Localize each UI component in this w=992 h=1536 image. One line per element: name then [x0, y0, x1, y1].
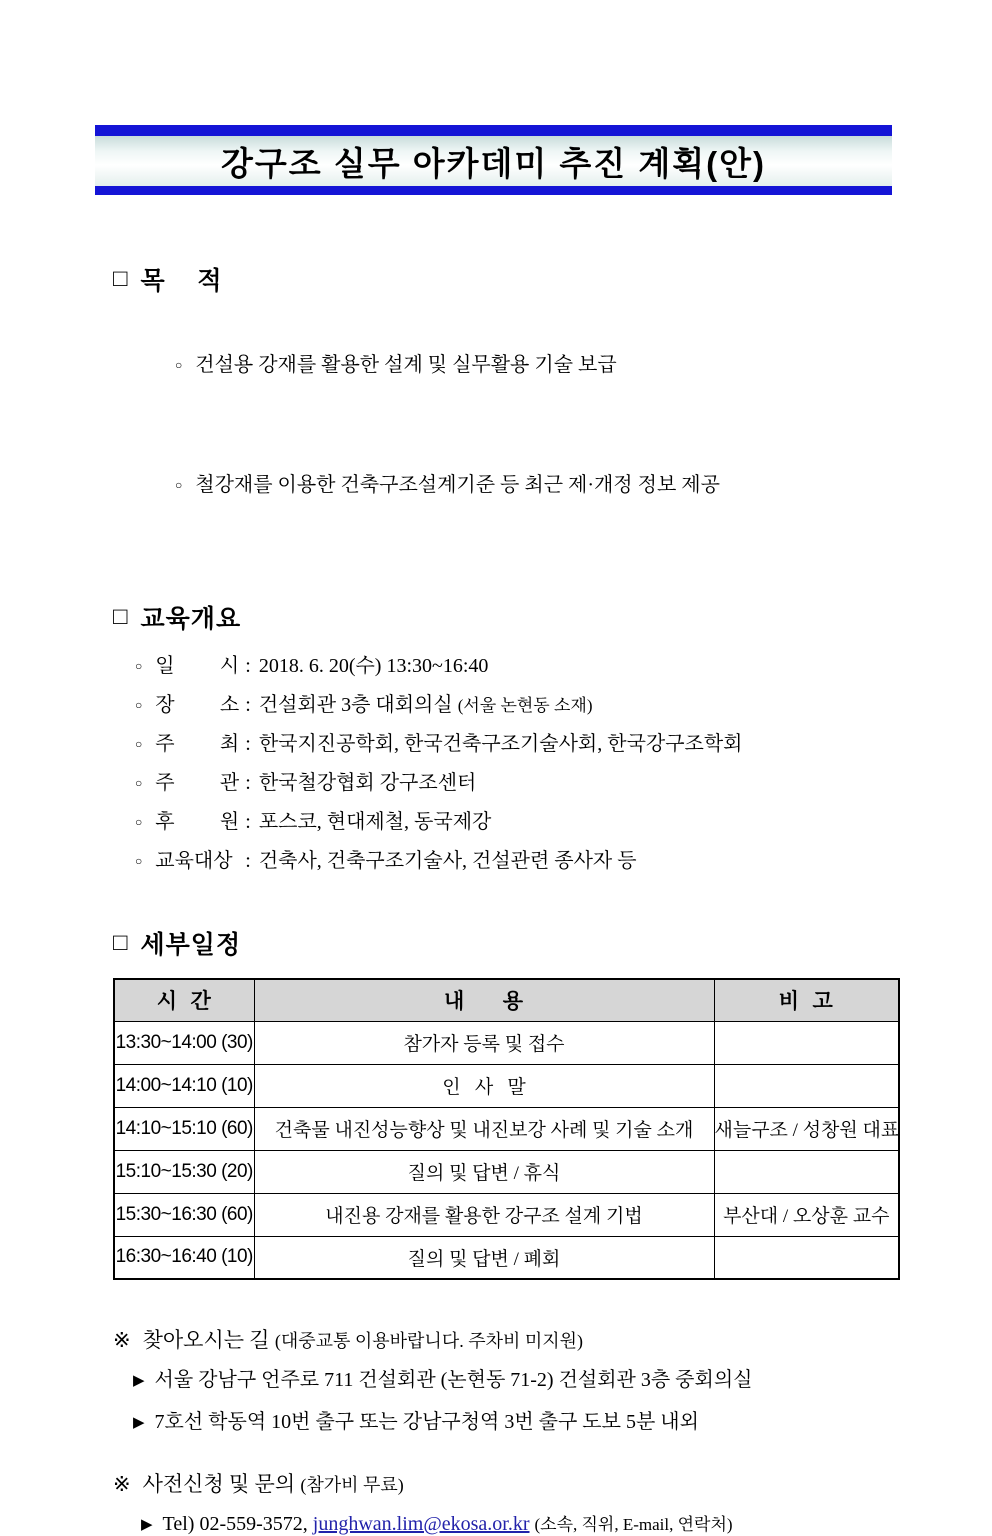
directions-title: 찾아오시는 길 — [142, 1328, 270, 1352]
directions-paren: (대중교통 이용바랍니다. 주차비 미지원) — [274, 1331, 584, 1351]
cell-time: 14:00~14:10 (10) — [114, 1064, 254, 1107]
cell-remark — [714, 1236, 899, 1279]
circle-bullet-icon: ○ — [135, 698, 143, 712]
col-header-content: 내 용 — [254, 979, 714, 1021]
overview-item-date — [135, 647, 900, 686]
schedule-row — [114, 1064, 899, 1107]
cell-remark: 부산대 / 오상훈 교수 — [714, 1193, 899, 1236]
overview-label: 교육대상 — [155, 850, 233, 872]
overview-item-place — [135, 686, 900, 725]
colon: : — [245, 733, 251, 755]
schedule-heading — [113, 925, 900, 961]
cell-content: 건축물 내진성능향상 및 내진보강 사례 및 기술 소개 — [254, 1107, 714, 1150]
banner-top-bar — [95, 125, 892, 136]
cell-remark — [714, 1064, 899, 1107]
overview-value: 2018. 6. 20(수) 13:30~16:40 — [258, 655, 489, 677]
purpose-item — [135, 425, 900, 545]
schedule-table — [113, 978, 900, 1280]
section-schedule — [113, 925, 900, 1280]
circle-bullet-icon: ○ — [135, 854, 143, 868]
colon: : — [245, 655, 251, 677]
email-link[interactable]: junghwan.lim@ekosa.or.kr — [312, 1513, 530, 1535]
triangle-bullet-icon: ▶ — [133, 1373, 145, 1389]
cell-time: 16:30~16:40 (10) — [114, 1236, 254, 1279]
triangle-bullet-icon: ▶ — [141, 1517, 153, 1533]
purpose-item-text: 건설용 강재를 활용한 설계 및 실무활용 기술 보급 — [195, 354, 617, 376]
cell-time: 15:30~16:30 (60) — [114, 1193, 254, 1236]
overview-label: 주 관 — [155, 772, 240, 794]
cell-remark — [714, 1021, 899, 1064]
apply-heading — [113, 1468, 900, 1498]
circle-bullet-icon: ○ — [135, 659, 143, 673]
cell-remark — [714, 1150, 899, 1193]
reference-mark-icon: ※ — [113, 1472, 131, 1496]
banner-body — [95, 136, 892, 186]
banner-bottom-bar — [95, 186, 892, 195]
purpose-heading — [113, 261, 900, 297]
tel-number: Tel) 02-559-3572, — [162, 1513, 308, 1535]
note-directions — [95, 1324, 900, 1444]
directions-heading — [113, 1324, 900, 1354]
overview-label: 장 소 — [155, 694, 240, 716]
cell-time: 14:10~15:10 (60) — [114, 1107, 254, 1150]
col-header-time: 시 간 — [114, 979, 254, 1021]
square-marker-icon: □ — [113, 603, 128, 630]
circle-bullet-icon: ○ — [135, 737, 143, 751]
overview-item-host — [135, 725, 900, 764]
overview-note: (서울 논현동 소재) — [457, 696, 593, 715]
schedule-row — [114, 1150, 899, 1193]
overview-heading — [113, 599, 900, 635]
cell-content: 참가자 등록 및 접수 — [254, 1021, 714, 1064]
circle-bullet-icon: ○ — [135, 776, 143, 790]
directions-item — [133, 1360, 900, 1402]
overview-value: 포스코, 현대제철, 동국제강 — [258, 811, 492, 833]
contact-line — [141, 1510, 900, 1536]
title-banner — [95, 125, 892, 195]
cell-time: 15:10~15:30 (20) — [114, 1150, 254, 1193]
cell-remark: 새늘구조 / 성창원 대표 — [714, 1107, 899, 1150]
cell-content: 질의 및 답변 / 폐회 — [254, 1236, 714, 1279]
contact-suffix: (소속, 직위, E-mail, 연락처) — [534, 1515, 733, 1534]
square-marker-icon: □ — [113, 265, 128, 292]
overview-item-organizer — [135, 764, 900, 803]
overview-label: 주 최 — [155, 733, 240, 755]
square-marker-icon: □ — [113, 929, 128, 956]
apply-paren: (참가비 무료) — [300, 1475, 404, 1495]
cell-content: 내진용 강재를 활용한 강구조 설계 기법 — [254, 1193, 714, 1236]
colon: : — [245, 811, 251, 833]
cell-content: 질의 및 답변 / 휴식 — [254, 1150, 714, 1193]
overview-value: 건설회관 3층 대회의실 — [258, 694, 453, 716]
colon: : — [245, 694, 251, 716]
circle-bullet-icon: ○ — [135, 815, 143, 829]
schedule-row — [114, 1236, 899, 1279]
overview-title: 교육개요 — [140, 605, 242, 633]
purpose-item-text: 철강재를 이용한 건축구조설계기준 등 최근 제·개정 정보 제공 — [195, 474, 720, 496]
reference-mark-icon: ※ — [113, 1328, 131, 1352]
apply-title: 사전신청 및 문의 — [142, 1472, 296, 1496]
overview-value: 건축사, 건축구조기술사, 건설관련 종사자 등 — [258, 850, 637, 872]
purpose-title: 목 적 — [140, 267, 223, 295]
colon: : — [245, 772, 251, 794]
overview-label: 후 원 — [155, 811, 240, 833]
overview-item-sponsor — [135, 803, 900, 842]
overview-item-audience — [135, 842, 900, 881]
section-overview — [113, 599, 900, 881]
schedule-row — [114, 1107, 899, 1150]
col-header-remark: 비 고 — [714, 979, 899, 1021]
overview-value: 한국철강협회 강구조센터 — [258, 772, 477, 794]
directions-item-text: 7호선 학동역 10번 출구 또는 강남구청역 3번 출구 도보 5분 내외 — [154, 1411, 699, 1433]
colon: : — [245, 850, 251, 872]
circle-bullet-icon: ○ — [175, 478, 183, 492]
schedule-header-row — [114, 979, 899, 1021]
purpose-item — [135, 305, 900, 425]
triangle-bullet-icon: ▶ — [133, 1415, 145, 1431]
cell-content: 인 사 말 — [254, 1064, 714, 1107]
section-purpose — [113, 261, 900, 545]
schedule-row — [114, 1021, 899, 1064]
circle-bullet-icon: ○ — [175, 358, 183, 372]
document-title: 강구조 실무 아카데미 추진 계획(안) — [221, 144, 766, 182]
overview-value: 한국지진공학회, 한국건축구조기술사회, 한국강구조학회 — [258, 733, 743, 755]
cell-time: 13:30~14:00 (30) — [114, 1021, 254, 1064]
schedule-title: 세부일정 — [140, 931, 242, 959]
directions-item-text: 서울 강남구 언주로 711 건설회관 (논현동 71-2) 건설회관 3층 중회의실 — [154, 1369, 753, 1391]
note-apply — [95, 1468, 900, 1536]
schedule-row — [114, 1193, 899, 1236]
overview-label: 일 시 — [155, 655, 240, 677]
directions-item — [133, 1402, 900, 1444]
